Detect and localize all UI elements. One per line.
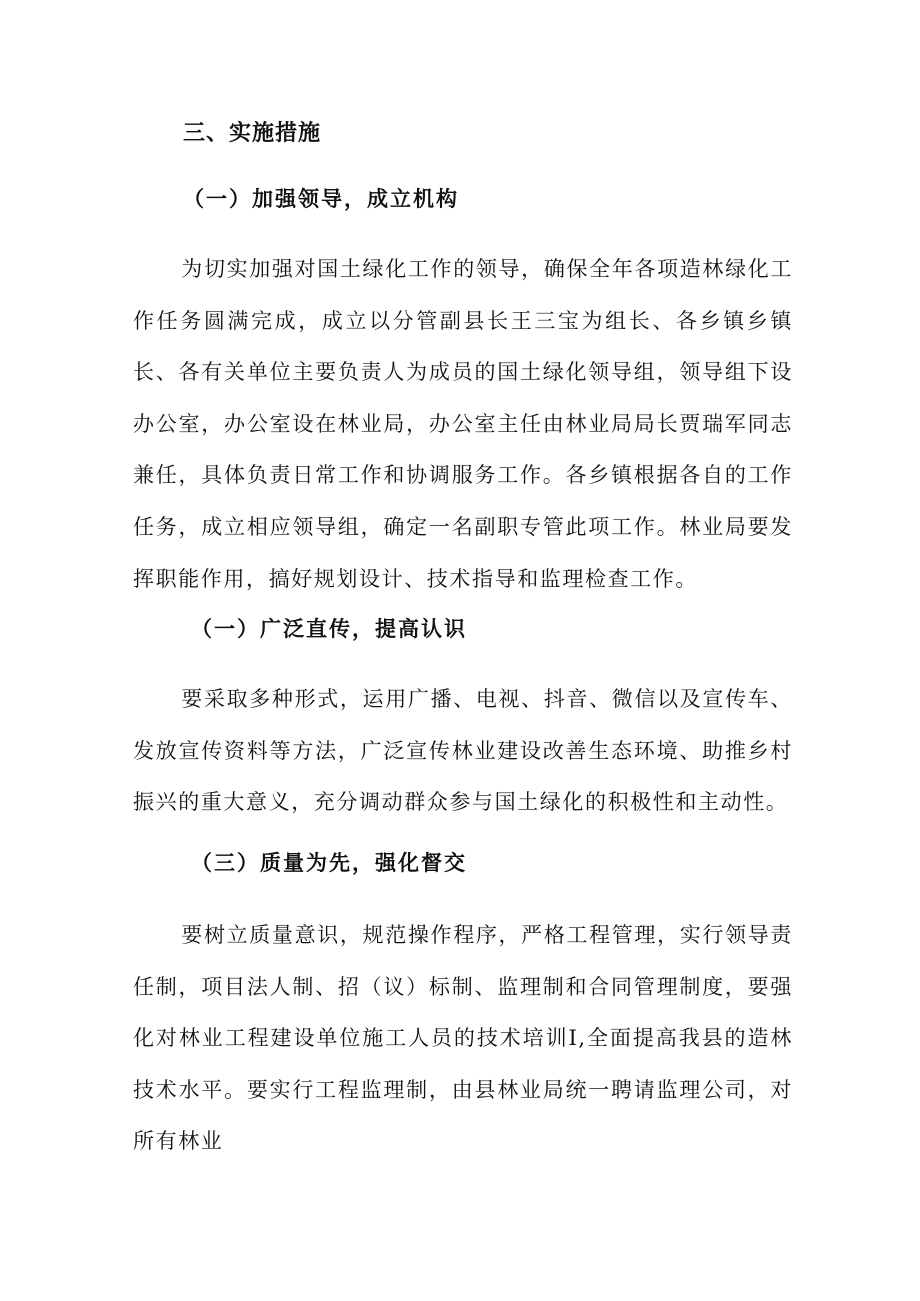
- section-title: 三、实施措施: [183, 121, 322, 146]
- paragraph-3: 要树立质量意识，规范操作程序，严格工程管理，实行领导责任制，项目法人制、招（议）标制、监理制和合同管理制度，要强化对林业工程建设单位施工人员的技术培训I,全面提高我县的造林技术水平。要实行工程监理制，由县林业局统一聘请监理公司，对所有林业: [133, 923, 793, 1154]
- subsection-heading-1: （一）加强领导，成立机构: [183, 186, 459, 211]
- subsection-heading-2: （一）广泛直传，提高认识: [191, 616, 467, 641]
- paragraph-1: 为切实加强对国土绿化工作的领导，确保全年各项造林绿化工作任务圆满完成，成立以分管副县长王三宝为组长、各乡镇乡镇长、各有关单位主要负责人为成员的国土绿化领导组，领导组下设办公室，办公室设在林业局，办公室主任由林业局局长贾瑞军同志兼任，具体负责日常工作和协调服务工作。各乡镇根据各自的工作任务，成立相应领导组，确定一名副职专管此项工作。林业局要发挥职能作用，搞好规划设计、技术指导和监理检查工作。: [133, 257, 793, 591]
- paragraph-2: 要采取多种形式，运用广播、电视、抖音、微信以及宣传车、发放宣传资料等方法，广泛宣传林业建设改善生态环境、助推乡村振兴的重大意义，充分调动群众参与国土绿化的积极性和主动性。: [133, 687, 793, 815]
- subsection-heading-3: （三）质量为先，强化督交: [191, 850, 467, 875]
